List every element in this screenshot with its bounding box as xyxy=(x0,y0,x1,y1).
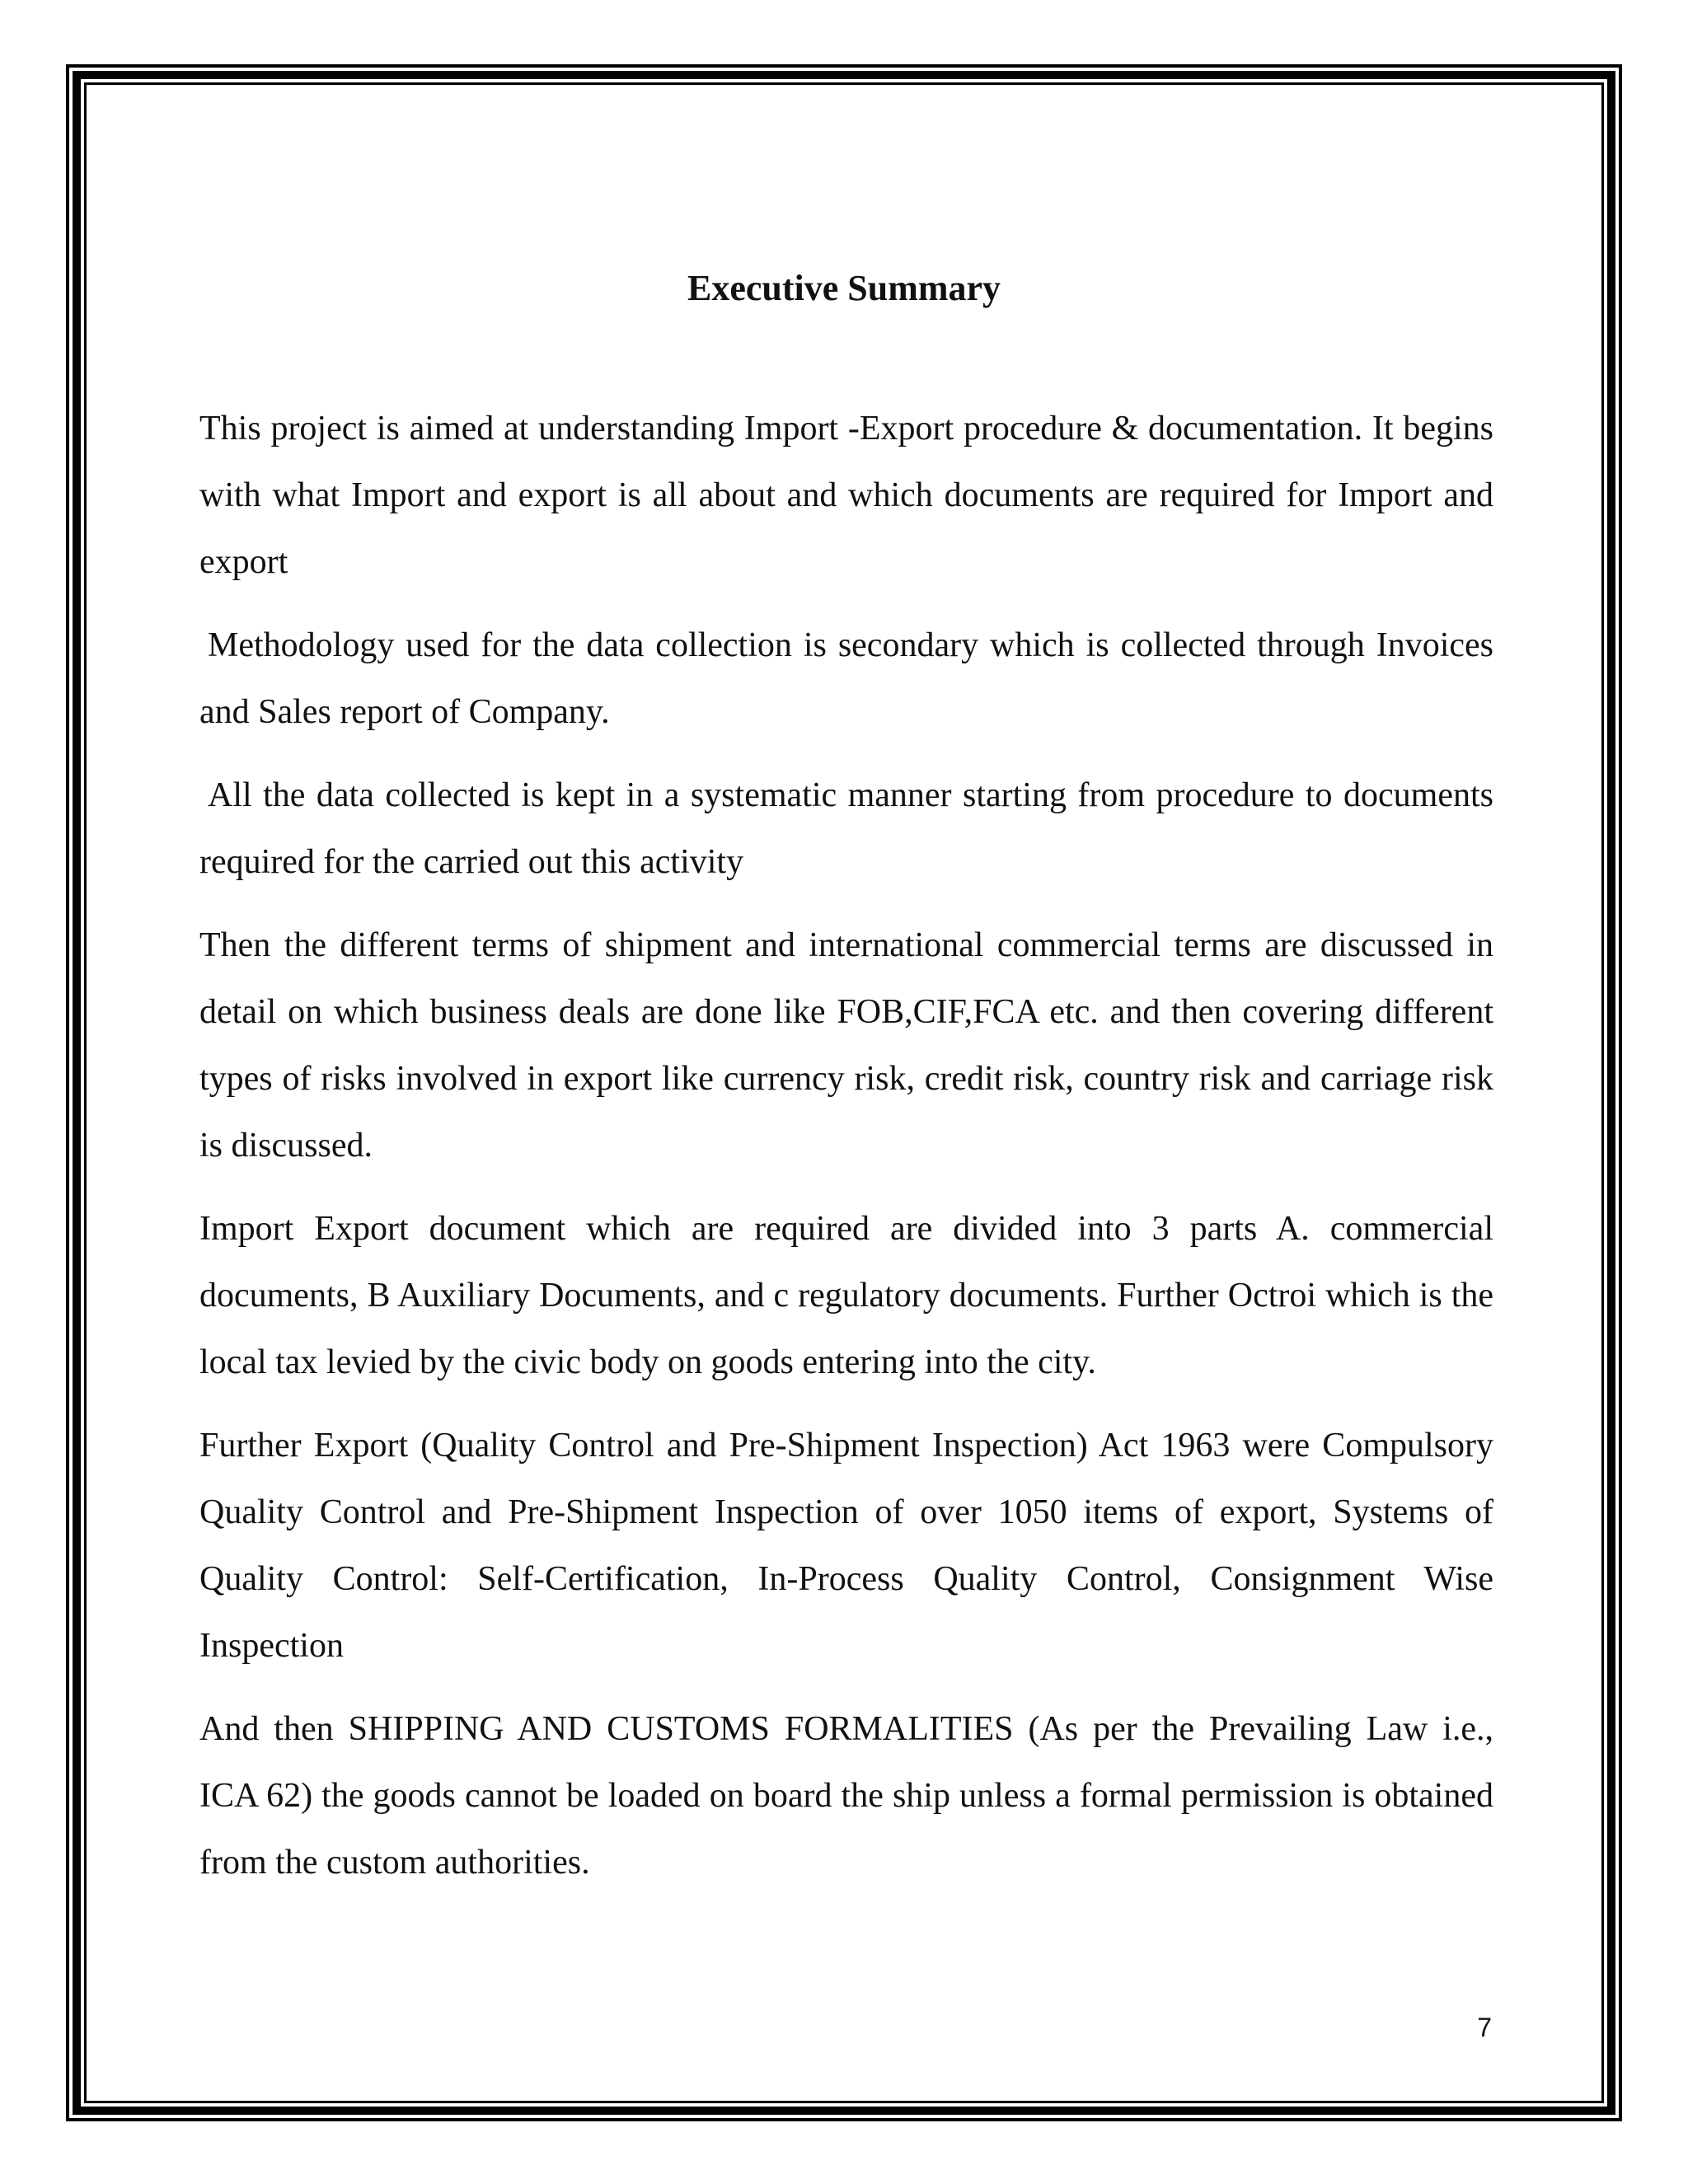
paragraph-documents: Import Export document which are required are divided into 3 parts A. commercial documents, B Auxiliary Documents, and c regulatory documents. Further Octroi which is the local tax levied by the civic body on goods entering into the city. xyxy=(199,1210,1493,1381)
paragraph-data-organization: All the data collected is kept in a systematic manner starting from procedure to documents required for the carried out this activity xyxy=(199,776,1493,881)
page-title: Executive Summary xyxy=(687,268,1001,308)
page-number: 7 xyxy=(1477,2013,1492,2042)
paragraph-quality-control: Further Export (Quality Control and Pre-Shipment Inspection) Act 1963 were Compulsory Quality Control and Pre-Shipment Inspection of over 1050 items of export, Systems of Quality Control: Self-Certification, In-Process Quality Control, Consignment Wise Inspection xyxy=(199,1427,1493,1665)
paragraph-methodology: Methodology used for the data collection is secondary which is collected through Invoices and Sales report of Company. xyxy=(199,626,1493,731)
paragraph-customs: And then SHIPPING AND CUSTOMS FORMALITIES (As per the Prevailing Law i.e., ICA 62) the goods cannot be loaded on board the ship unless a formal permission is obtained from the custom authorities. xyxy=(199,1710,1493,1882)
paragraph-intro: This project is aimed at understanding Import -Export procedure & documentation. It begins with what Import and export is all about and which documents are required for Import and export xyxy=(199,410,1493,581)
summary-body xyxy=(199,396,1493,1913)
paragraph-shipment-terms: Then the different terms of shipment and international commercial terms are discussed in detail on which business deals are done like FOB,CIF,FCA etc. and then covering different types of risks involved in export like currency risk, credit risk, country risk and carriage risk is discussed. xyxy=(199,926,1493,1165)
